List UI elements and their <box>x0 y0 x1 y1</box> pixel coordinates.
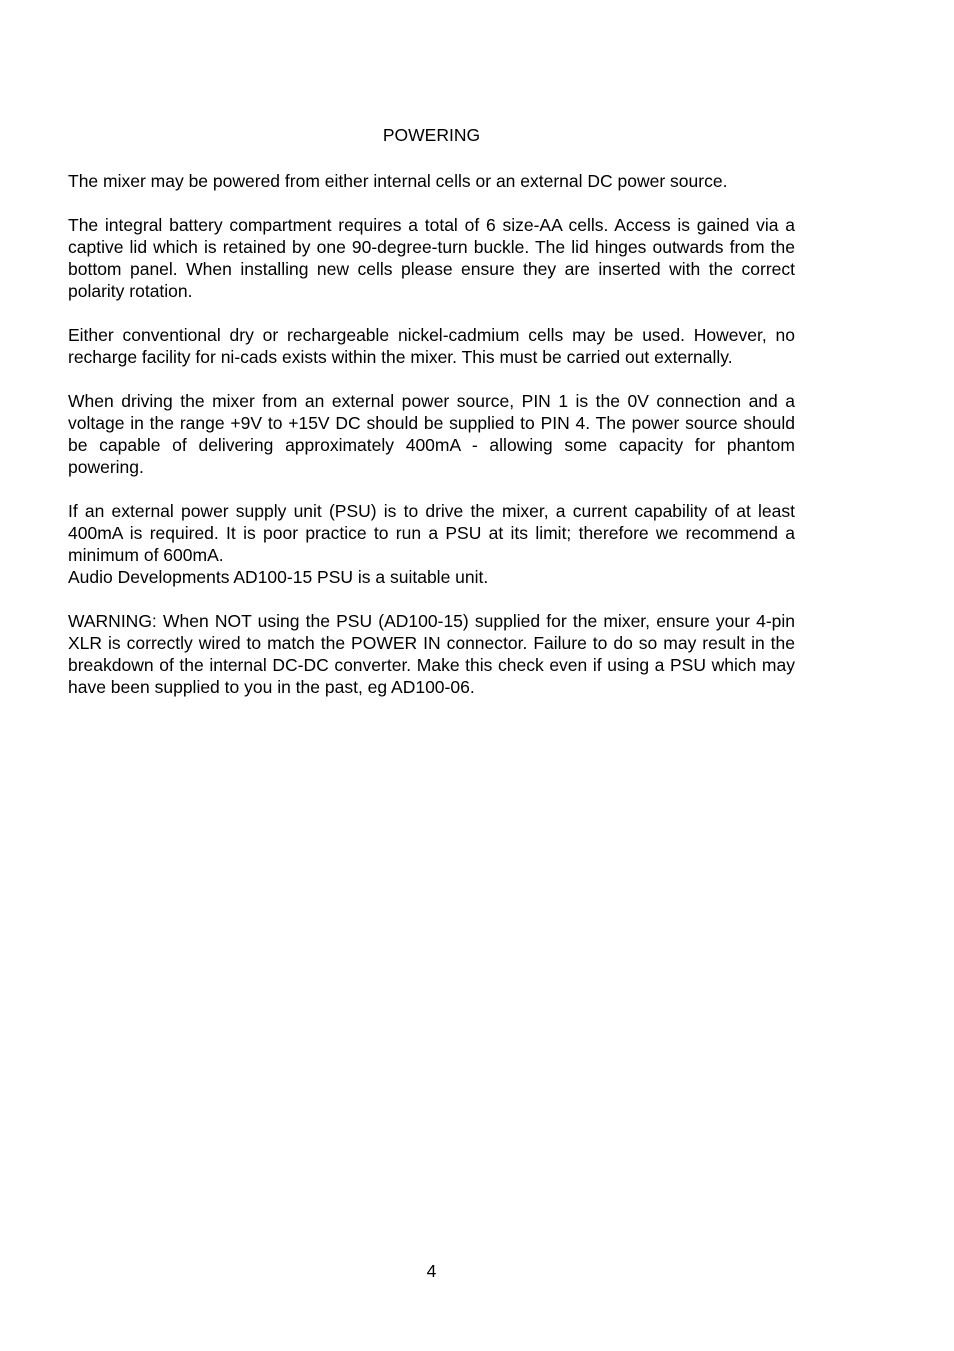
page-heading: POWERING <box>382 125 481 145</box>
paragraph-suitable-psu: Audio Developments AD100-15 PSU is a suitable unit. <box>68 567 489 587</box>
page-number: 4 <box>426 1261 437 1281</box>
body-text <box>68 170 795 720</box>
paragraph-external-power: When driving the mixer from an external power source, PIN 1 is the 0V connection and a voltage in the range +9V to +15V DC should be supplied to PIN 4. The power source should be capable of delivering approximately 400mA - allowing some capacity for phantom powering. <box>68 391 795 477</box>
paragraph-warning: WARNING: When NOT using the PSU (AD100-15) supplied for the mixer, ensure your 4-pin XLR is correctly wired to match the POWER IN connector. Failure to do so may result in the breakdown of the internal DC-DC converter. Make this check even if using a PSU which may have been supplied to you in the past, eg AD100-06. <box>68 611 795 697</box>
paragraph-power-source: The mixer may be powered from either internal cells or an external DC power source. <box>68 171 728 191</box>
paragraph-psu-current: If an external power supply unit (PSU) is to drive the mixer, a current capability of at least 400mA is required. It is poor practice to run a PSU at its limit; therefore we recommend a minimum of 600mA. <box>68 501 795 565</box>
paragraph-battery-compartment: The integral battery compartment requires a total of 6 size-AA cells. Access is gained via a captive lid which is retained by one 90-degree-turn buckle. The lid hinges outwards from the bottom panel. When installing new cells please ensure they are inserted with the correct polarity rotation. <box>68 215 795 301</box>
paragraph-cell-types: Either conventional dry or rechargeable nickel-cadmium cells may be used. However, no recharge facility for ni-cads exists within the mixer. This must be carried out externally. <box>68 325 795 367</box>
